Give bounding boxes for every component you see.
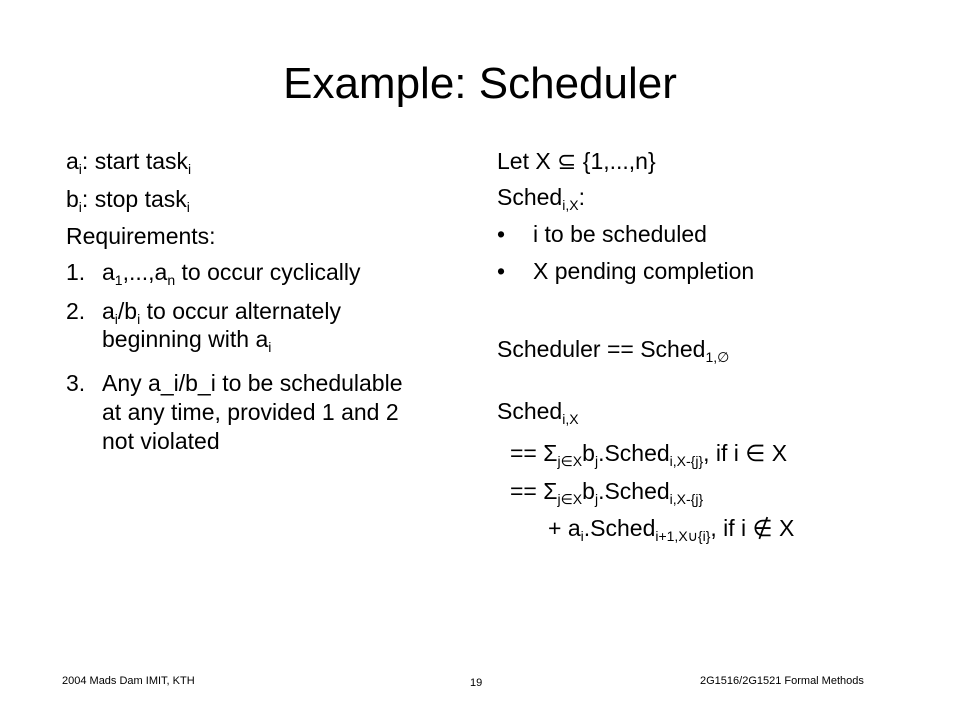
- requirement-2: 2. $a_i/b_i$ to occur alternately: [66, 298, 341, 327]
- sched-ix-label: Sched$_{i,X}$: [497, 398, 579, 427]
- bullet-item: • i to be scheduled: [497, 221, 707, 247]
- requirement-1: 1. $a_1,...,a_n$ to occur cyclically: [66, 259, 361, 288]
- bullet-item: • X pending completion: [497, 258, 755, 284]
- requirement-2-line2: beginning with $a_i$: [102, 326, 272, 355]
- sched-definition: Sched$_{i,X}$:: [497, 184, 585, 213]
- footer-course: 2G1516/2G1521 Formal Methods: [700, 675, 864, 687]
- scheduler-definition: Scheduler == Sched$_{1,\emptyset}$: [497, 336, 730, 365]
- sched-case-not-in-x: == $\Sigma_{j\in X}b_j.Sched_{i,X-\{j\}}$: [510, 478, 704, 507]
- sched-case-in-x: == $\Sigma_{j\in X}b_j.Sched_{i,X-\{j\}}$, if i ∈ X: [510, 440, 788, 469]
- b-definition: $b_i$: stop task$_i$: [66, 186, 190, 215]
- requirement-3: 3. Any a_i/b_i to be schedulable: [66, 370, 403, 396]
- requirements-label: Requirements:: [66, 223, 216, 249]
- slide-title: Example: Scheduler: [283, 59, 677, 108]
- sched-case-not-in-x-cont: + $a_i.Sched_{i+1,X\cup\{i\}}$, if i ∉ X: [548, 515, 795, 544]
- requirement-3-line3: not violated: [102, 428, 220, 454]
- a-definition: $a_i$: start task$_i$: [66, 148, 192, 177]
- footer-author: 2004 Mads Dam IMIT, KTH: [62, 675, 195, 687]
- requirement-3-line2: at any time, provided 1 and 2: [102, 399, 399, 425]
- page-number: 19: [470, 677, 483, 689]
- let-x-definition: Let X ⊆ {1,...,n}: [497, 148, 656, 174]
